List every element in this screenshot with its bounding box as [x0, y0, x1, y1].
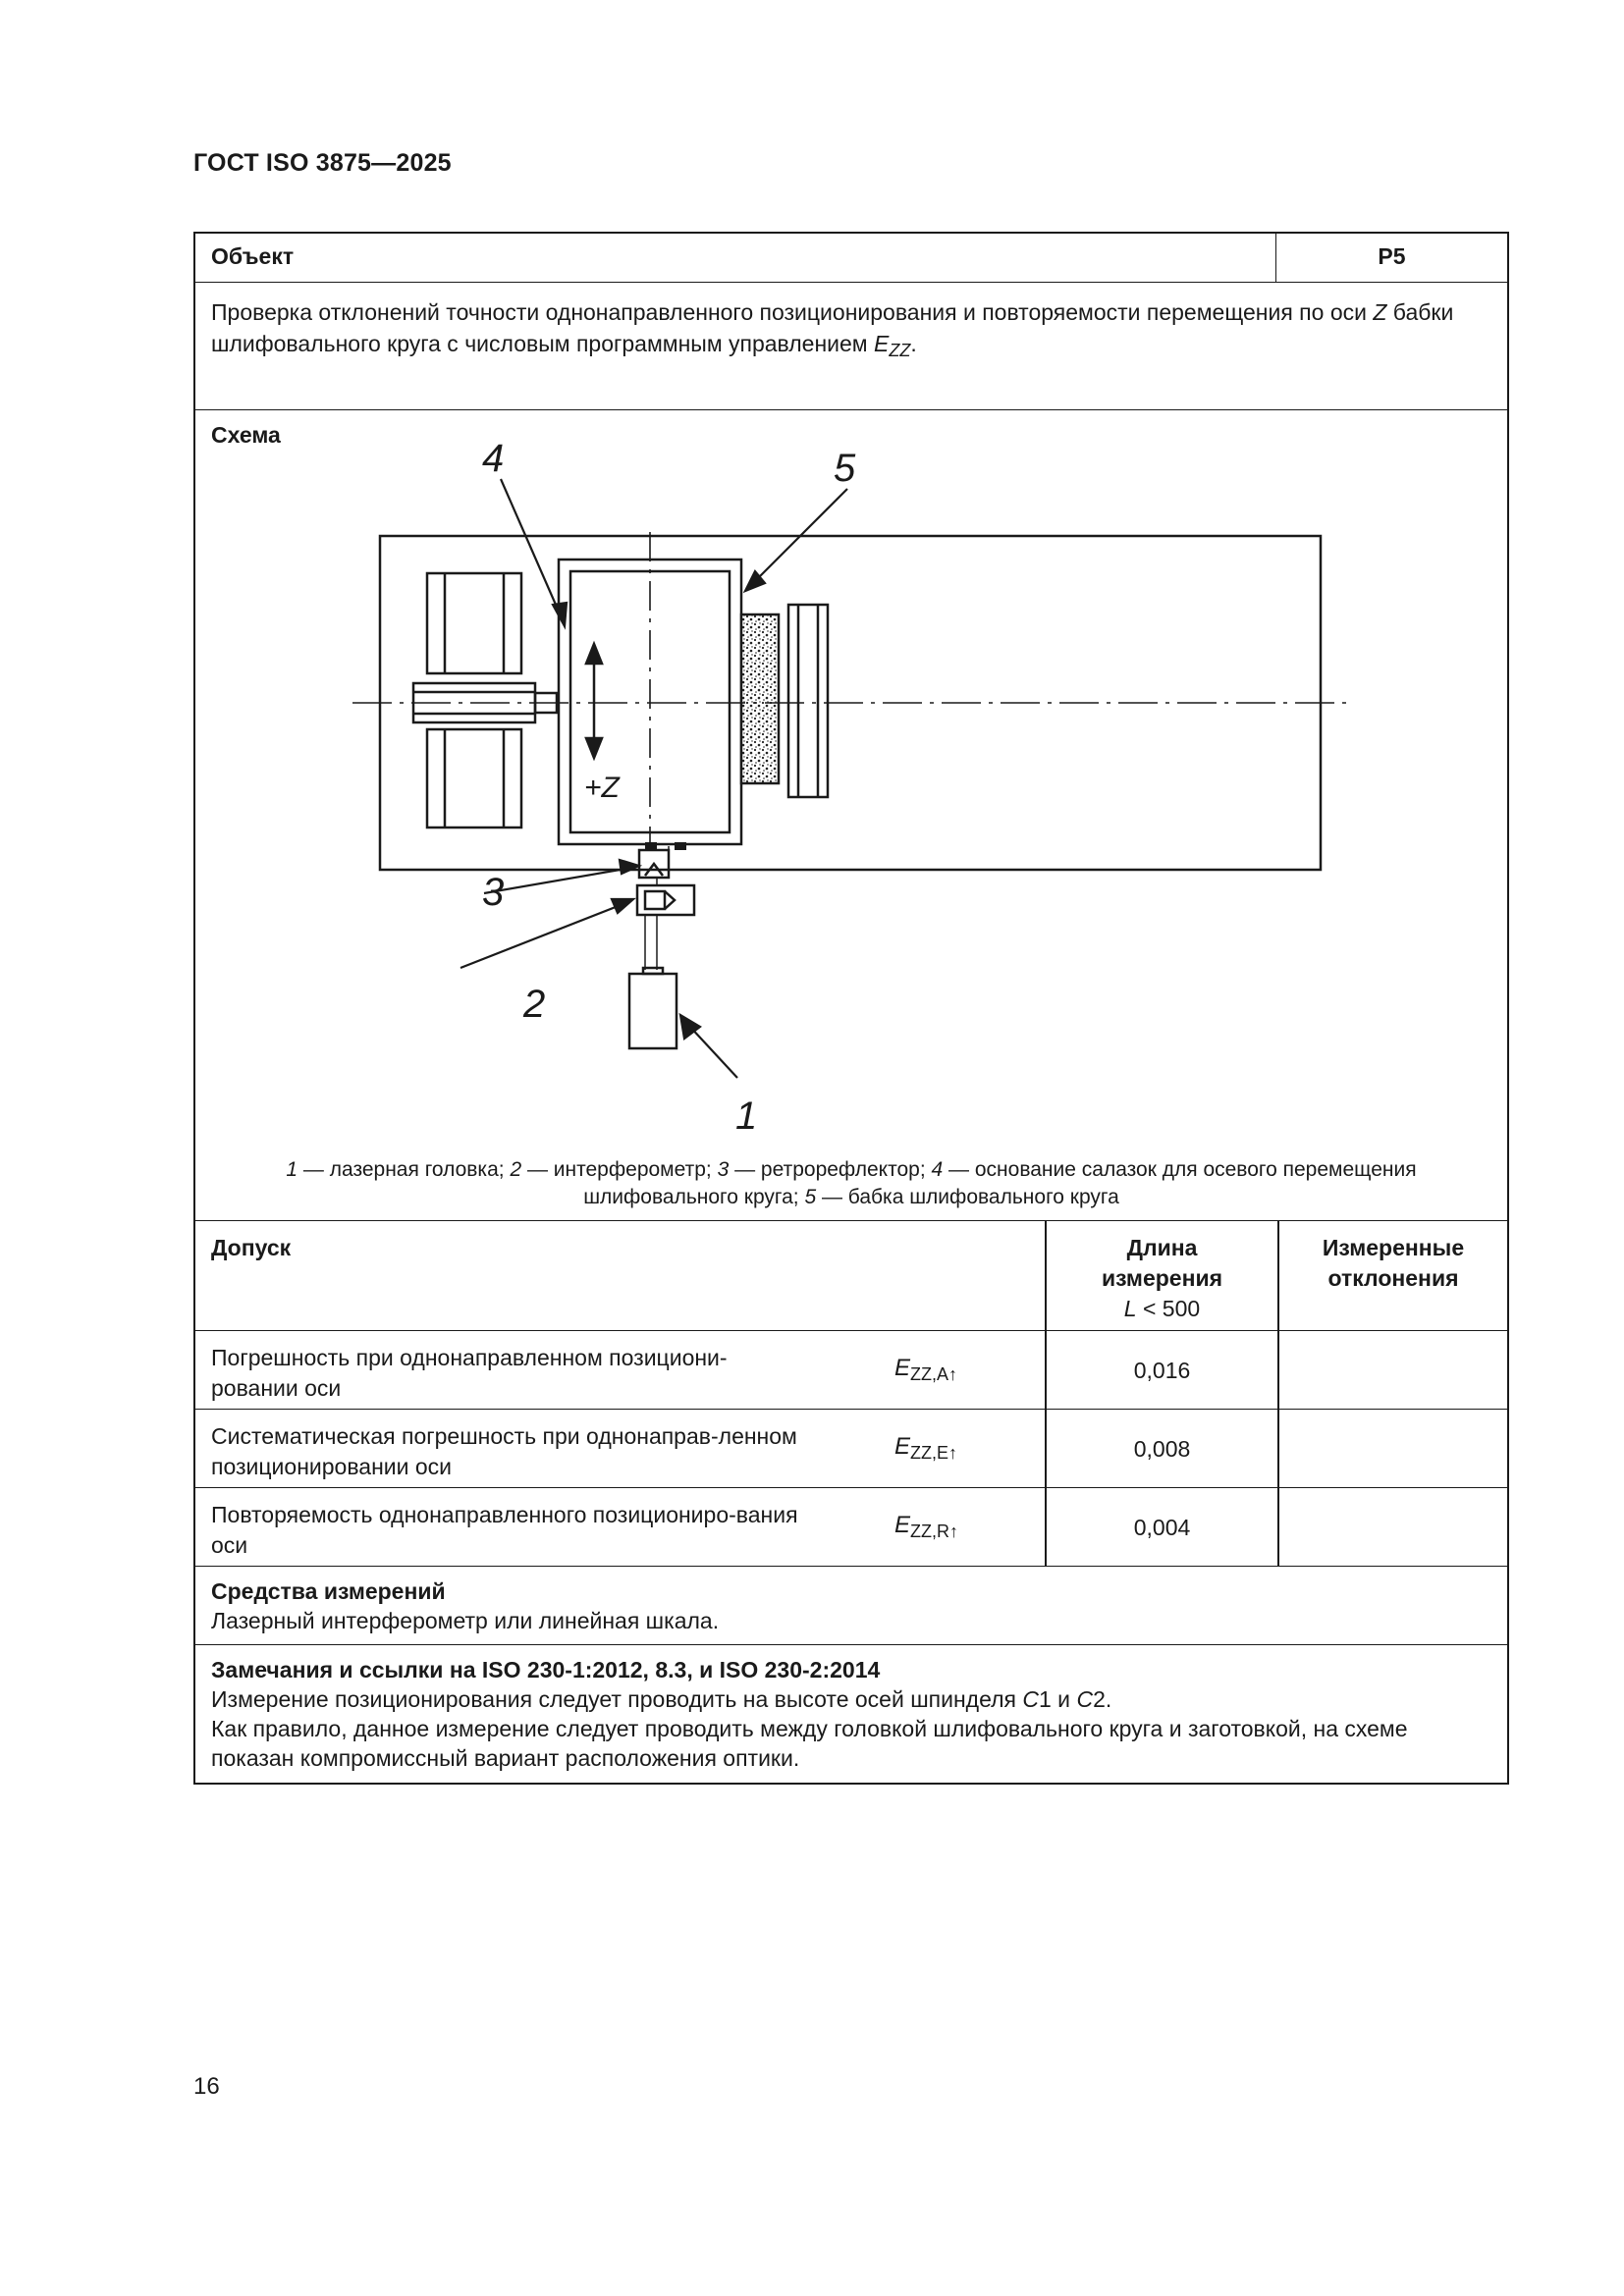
- tolerance-symbol: $E_{ZZ,E↑}$: [894, 1433, 958, 1463]
- callout-3: 3: [482, 871, 505, 914]
- tolerance-text: Погрешность при однонаправленном позициони-ровании оси: [211, 1345, 728, 1401]
- notes-section: [195, 1645, 1507, 1783]
- scheme-diagram: [195, 410, 1507, 1221]
- means-title: Средства измерений: [211, 1578, 446, 1604]
- tolerance-row: [195, 1331, 1507, 1410]
- page-number: 16: [193, 2073, 220, 2100]
- tolerance-text: Повторяемость однонаправленного позициониро-вания оси: [211, 1502, 798, 1558]
- notes-line-2: Как правило, данное измерение следует проводить между головкой шлифовального круга и заготовкой, на схеме показан компромиссный вариант расположения оптики.: [211, 1716, 1408, 1771]
- object-description: Проверка отклонений точности однонаправленного позиционирования и повторяемости перемещения по оси Z бабки шлифовального круга с числовым программным управлением $E_{ZZ}$.: [195, 283, 1507, 410]
- measured-value: [1277, 1410, 1507, 1487]
- measuring-means: [195, 1567, 1507, 1645]
- tolerance-label: Допуск: [211, 1235, 292, 1260]
- scheme-title: Схема: [211, 422, 281, 448]
- callout-5: 5: [834, 447, 856, 490]
- object-label: Объект: [211, 243, 295, 269]
- tolerance-row: [195, 1410, 1507, 1488]
- motor-upper: [427, 573, 521, 673]
- laser-head: [629, 974, 677, 1048]
- object-code: P5: [1275, 234, 1507, 282]
- callout-1: 1: [735, 1095, 758, 1138]
- axis-z-label: +Z: [584, 772, 620, 804]
- measured-value: [1277, 1331, 1507, 1409]
- tolerance-symbol: $E_{ZZ,R↑}$: [894, 1512, 959, 1541]
- means-text: Лазерный интерферометр или линейная шкала.: [211, 1608, 720, 1633]
- notes-title: Замечания и ссылки на ISO 230-1:2012, 8.3, и ISO 230-2:2014: [211, 1657, 881, 1682]
- wheel-flange: [788, 605, 828, 797]
- tolerance-symbol: $E_{ZZ,A↑}$: [894, 1355, 958, 1384]
- callout-4: 4: [482, 437, 505, 480]
- scheme-section: [195, 410, 1507, 1221]
- motor-lower: [427, 729, 521, 828]
- tolerance-value: 0,016: [1045, 1331, 1277, 1409]
- ezz-symbol: $E_{ZZ}$: [874, 331, 911, 360]
- measured-value: [1277, 1488, 1507, 1566]
- measured-header: Измеренные отклонения: [1277, 1221, 1507, 1330]
- test-sheet: [193, 232, 1509, 1785]
- notes-line-1: Измерение позиционирования следует проводить на высоте осей шпинделя C1 и C2.: [211, 1686, 1112, 1712]
- length-header: Длина измерения L < 500: [1045, 1221, 1277, 1330]
- callout-2: 2: [523, 983, 546, 1026]
- tolerance-row: [195, 1488, 1507, 1567]
- tolerance-value: 0,008: [1045, 1410, 1277, 1487]
- tolerance-header: [195, 1221, 1507, 1331]
- scheme-legend: 1 — лазерная головка; 2 — интерферометр; 3 — ретрорефлектор; 4 — основание салазок для осевого перемещения шлифовального круга; 5 — бабка шлифовального круга: [286, 1158, 1417, 1208]
- document-header: ГОСТ ISO 3875—2025: [193, 149, 452, 177]
- object-row: [195, 234, 1507, 283]
- grinding-wheel: [741, 614, 779, 783]
- tolerance-value: 0,004: [1045, 1488, 1277, 1566]
- tolerance-text: Систематическая погрешность при однонаправ-ленном позиционировании оси: [211, 1423, 797, 1479]
